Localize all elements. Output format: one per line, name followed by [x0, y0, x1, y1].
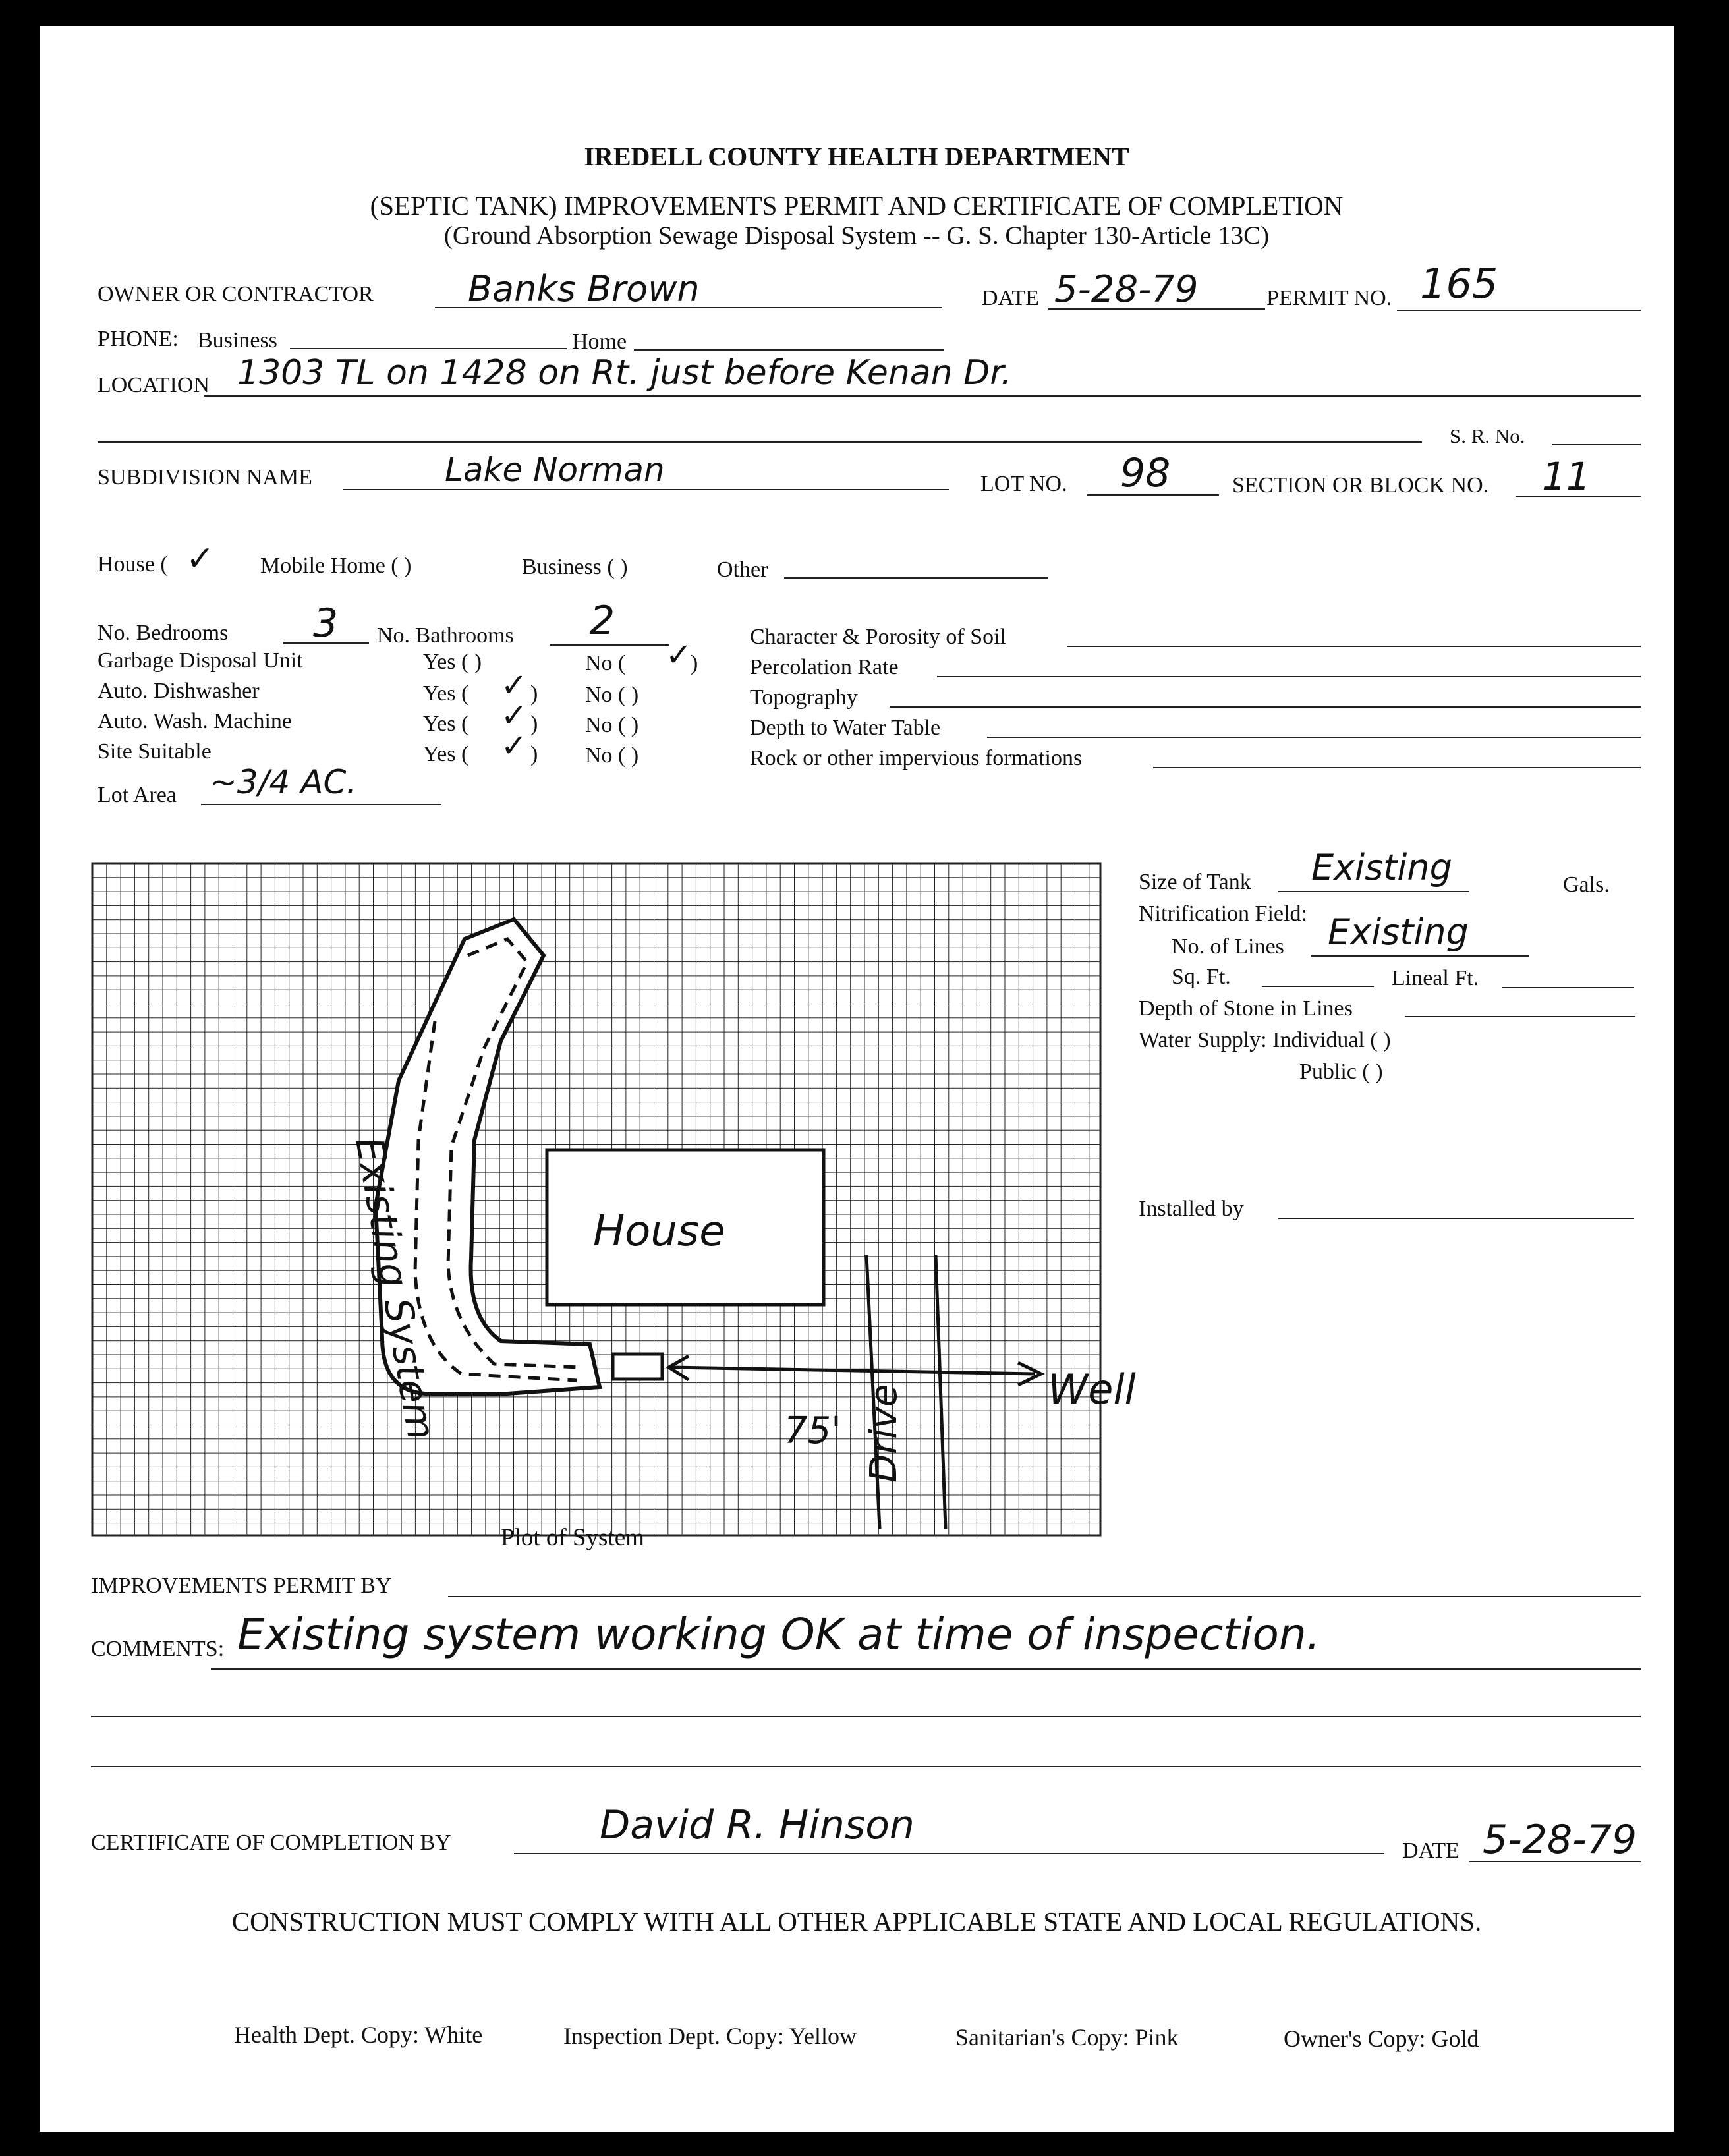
bathrooms-label: No. Bathrooms — [377, 623, 514, 648]
improvements-line — [448, 1596, 1641, 1597]
installed-line — [1278, 1218, 1634, 1219]
tank-size-label: Size of Tank — [1139, 870, 1251, 894]
phone-home-line — [634, 349, 944, 351]
subdivision-label: SUBDIVISION NAME — [98, 465, 312, 490]
lot-area-value: ~3/4 AC. — [210, 763, 357, 801]
septic-tank — [613, 1354, 662, 1379]
lot-label: LOT NO. — [980, 472, 1067, 496]
section-value: 11 — [1542, 454, 1591, 499]
water-public-label: Public ( ) — [1299, 1060, 1383, 1084]
stone-line — [1405, 1016, 1635, 1017]
other-line — [784, 577, 1048, 579]
phone-business-line — [290, 348, 567, 349]
comments-line-3 — [91, 1766, 1641, 1767]
copy-health: Health Dept. Copy: White — [234, 2022, 483, 2048]
distance-label: 75' — [784, 1409, 841, 1452]
bedrooms-value: 3 — [313, 600, 339, 646]
sr-line — [1552, 444, 1641, 445]
form-title: (SEPTIC TANK) IMPROVEMENTS PERMIT AND CERTIFICATE OF COMPLETION — [370, 190, 1344, 221]
dishwasher-no: No ( ) — [585, 683, 639, 707]
garbage-no: No ( — [585, 651, 626, 675]
dishwasher-label: Auto. Dishwasher — [98, 679, 260, 703]
permit-label: PERMIT NO. — [1266, 286, 1392, 310]
stone-label: Depth of Stone in Lines — [1139, 996, 1353, 1021]
soil-character-line — [1067, 646, 1641, 647]
improvements-label: IMPROVEMENTS PERMIT BY — [91, 1574, 392, 1598]
phone-home-label: Home — [572, 329, 627, 354]
dishwasher-yes: Yes ( — [423, 681, 469, 706]
lot-area-line — [201, 804, 441, 805]
regulations-notice: CONSTRUCTION MUST COMPLY WITH ALL OTHER APPLICABLE STATE AND LOCAL REGULATIONS. — [231, 1906, 1482, 1937]
site-no: No ( ) — [585, 743, 639, 768]
date-value: 5-28-79 — [1054, 268, 1199, 311]
sqft-line — [1262, 986, 1374, 987]
house-option: House ( — [98, 552, 168, 577]
nitrification-label: Nitrification Field: — [1139, 901, 1307, 926]
garbage-no-close: ) — [691, 651, 698, 675]
copy-owner: Owner's Copy: Gold — [1284, 2026, 1479, 2052]
garbage-yes: Yes ( ) — [423, 650, 482, 674]
section-label: SECTION OR BLOCK NO. — [1232, 473, 1489, 497]
lot-line — [1087, 494, 1219, 496]
certificate-line — [514, 1853, 1384, 1854]
percolation-label: Percolation Rate — [750, 655, 899, 679]
certificate-date-line — [1469, 1861, 1641, 1862]
form-subtitle: (Ground Absorption Sewage Disposal System -- G. S. Chapter 130-Article 13C) — [443, 221, 1270, 250]
lines-line — [1311, 955, 1529, 957]
other-option: Other — [717, 557, 768, 582]
drive-label: Drive — [863, 1384, 905, 1483]
comments-line-2 — [91, 1716, 1641, 1717]
house-label: House — [593, 1207, 725, 1256]
plot-of-system — [92, 863, 1136, 1555]
permit-sheet — [40, 26, 1674, 2132]
location-label: LOCATION — [98, 373, 210, 397]
comments-label: COMMENTS: — [91, 1637, 225, 1661]
garbage-no-check: ✓ — [666, 637, 693, 673]
water-table-line — [987, 737, 1641, 738]
washer-yes-check: ✓ — [501, 697, 528, 734]
bathrooms-value: 2 — [590, 598, 615, 644]
topography-line — [890, 706, 1641, 708]
subdivision-line — [343, 489, 949, 490]
washer-yes: Yes ( — [423, 712, 469, 736]
phone-business-label: Business — [198, 328, 277, 353]
permit-line — [1397, 310, 1641, 311]
phone-label: PHONE: — [98, 327, 179, 351]
washer-yes-close: ) — [530, 712, 538, 736]
existing-system-label: Existing System — [347, 1133, 444, 1443]
bedrooms-line — [283, 642, 369, 644]
department-title: IREDELL COUNTY HEALTH DEPARTMENT — [584, 142, 1129, 171]
section-line — [1516, 496, 1641, 497]
location-line-2 — [98, 441, 1422, 443]
lineal-label: Lineal Ft. — [1392, 966, 1479, 990]
rock-line — [1153, 767, 1641, 768]
owner-label: OWNER OR CONTRACTOR — [98, 282, 374, 306]
owner-value: Banks Brown — [468, 268, 700, 310]
bedrooms-label: No. Bedrooms — [98, 621, 229, 645]
certificate-signature: David R. Hinson — [600, 1802, 915, 1848]
certificate-date-label: DATE — [1402, 1838, 1460, 1863]
dishwasher-yes-close: ) — [530, 681, 538, 706]
washer-label: Auto. Wash. Machine — [98, 709, 293, 733]
house-check: ✓ — [186, 539, 215, 579]
soil-character-label: Character & Porosity of Soil — [750, 625, 1007, 649]
site-yes: Yes ( — [423, 742, 469, 766]
dishwasher-yes-check: ✓ — [501, 667, 528, 704]
subdivision-value: Lake Norman — [445, 451, 665, 489]
permit-value: 165 — [1420, 260, 1498, 308]
water-supply-label: Water Supply: Individual ( ) — [1139, 1028, 1391, 1052]
copy-sanitarian: Sanitarian's Copy: Pink — [955, 2024, 1179, 2051]
mobile-option: Mobile Home ( ) — [260, 553, 412, 578]
business-option: Business ( ) — [522, 555, 628, 579]
installed-label: Installed by — [1139, 1197, 1244, 1221]
water-table-label: Depth to Water Table — [750, 716, 941, 740]
comments-line — [211, 1668, 1641, 1670]
sqft-label: Sq. Ft. — [1172, 965, 1231, 989]
washer-no: No ( ) — [585, 713, 639, 737]
site-label: Site Suitable — [98, 739, 212, 764]
tank-size-line — [1278, 891, 1469, 892]
sr-label: S. R. No. — [1450, 424, 1525, 447]
date-label: DATE — [982, 286, 1039, 310]
lines-value: Existing — [1328, 911, 1469, 953]
tank-size-value: Existing — [1311, 847, 1452, 888]
certificate-date-value: 5-28-79 — [1483, 1817, 1637, 1863]
owner-line — [435, 307, 942, 308]
plot-caption: Plot of System — [501, 1524, 644, 1551]
lot-value: 98 — [1120, 450, 1171, 496]
tank-gals: Gals. — [1563, 872, 1610, 897]
bathrooms-line — [550, 644, 669, 646]
location-line — [204, 395, 1641, 397]
site-yes-check: ✓ — [501, 727, 528, 764]
lot-area-label: Lot Area — [98, 783, 177, 807]
rock-label: Rock or other impervious formations — [750, 746, 1083, 770]
percolation-line — [937, 676, 1641, 677]
location-value: 1303 TL on 1428 on Rt. just before Kenan Dr. — [237, 353, 1012, 393]
site-yes-close: ) — [530, 742, 538, 766]
date-line — [1048, 308, 1265, 310]
copy-inspection: Inspection Dept. Copy: Yellow — [563, 2023, 857, 2049]
comments-value: Existing system working OK at time of inspection. — [237, 1609, 1320, 1660]
lines-label: No. of Lines — [1172, 934, 1284, 959]
topography-label: Topography — [750, 685, 858, 710]
certificate-label: CERTIFICATE OF COMPLETION BY — [91, 1830, 451, 1855]
lineal-line — [1502, 987, 1634, 988]
well-label: Well — [1048, 1365, 1136, 1413]
garbage-label: Garbage Disposal Unit — [98, 648, 303, 673]
